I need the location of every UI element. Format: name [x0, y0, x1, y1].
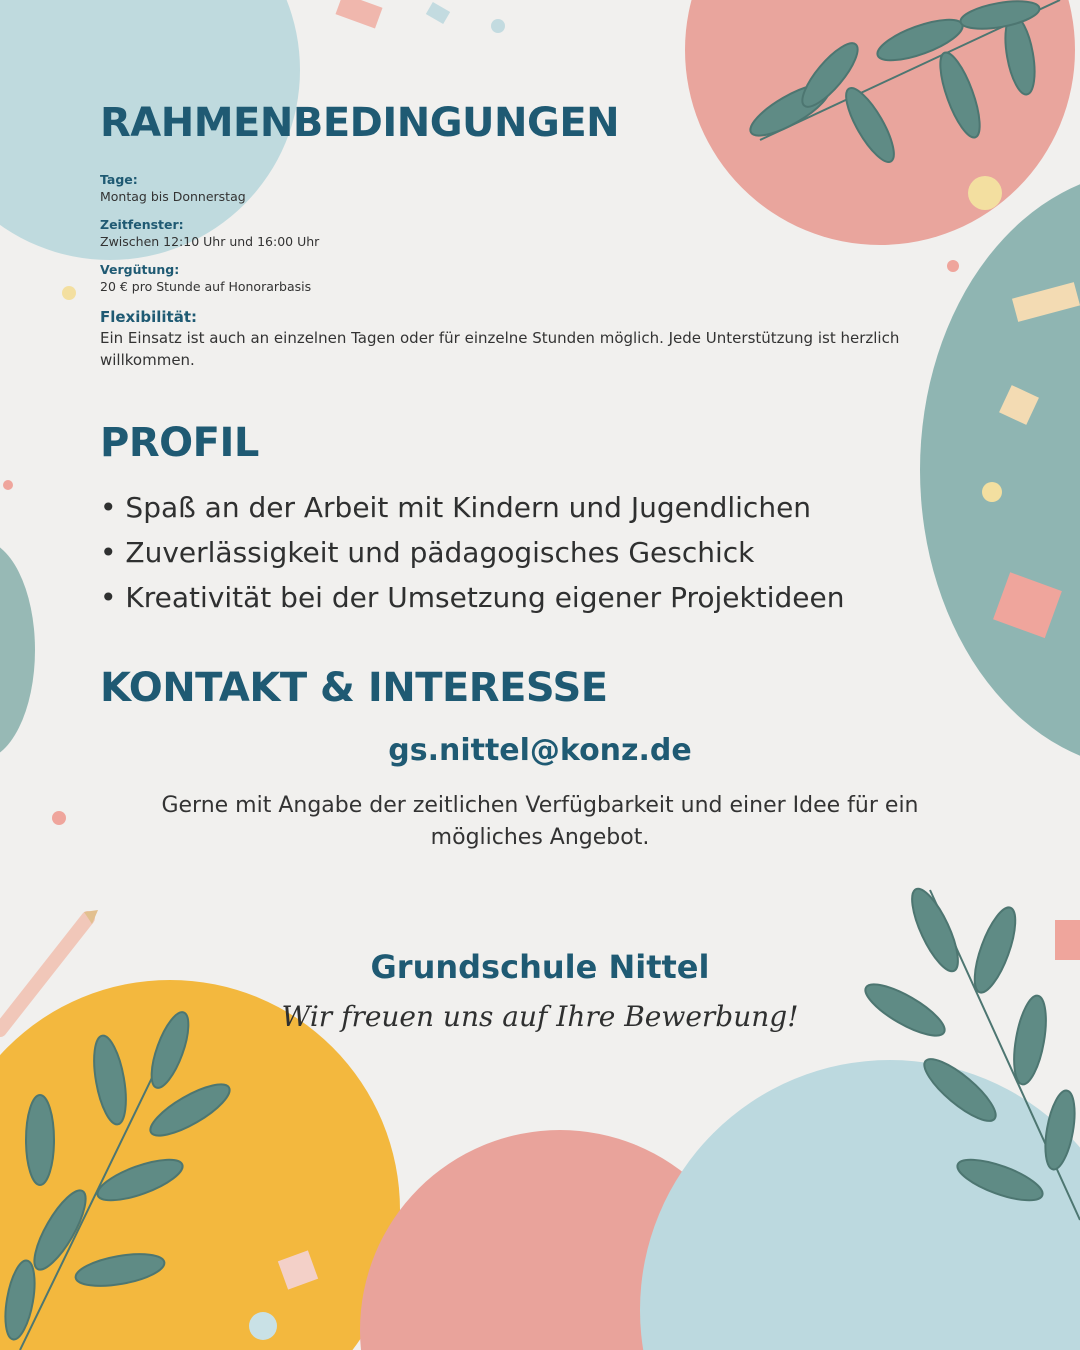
term-label: Vergütung: [100, 262, 180, 277]
list-item: • Kreativität bei der Umsetzung eigener Projektideen [100, 581, 845, 614]
profil-title: PROFIL [100, 420, 259, 466]
term-value: Zwischen 12:10 Uhr und 16:00 Uhr [100, 234, 320, 249]
term-label: Flexibilität: [100, 308, 198, 326]
term-label: Tage: [100, 172, 138, 187]
contact-note: Gerne mit Angabe der zeitlichen Verfügbarkeit und einer Idee für ein mögliches Angebot. [161, 793, 919, 850]
tagline: Wir freuen uns auf Ihre Bewerbung! [281, 1000, 799, 1033]
rahmen-title: RAHMENBEDINGUNGEN [100, 100, 620, 146]
term-flexibilitaet [100, 307, 900, 371]
term-tage [100, 172, 900, 205]
profil-list [100, 485, 844, 620]
term-zeitfenster [100, 217, 900, 250]
term-label: Zeitfenster: [100, 217, 184, 232]
kontakt-title: KONTAKT & INTERESSE [100, 665, 608, 711]
term-value: 20 € pro Stunde auf Honorarbasis [100, 279, 312, 294]
list-item: • Zuverlässigkeit und pädagogisches Geschick [100, 536, 755, 569]
term-value: Ein Einsatz ist auch an einzelnen Tagen oder für einzelne Stunden möglich. Jede Unterstützung ist herzlich willkommen. [100, 329, 900, 369]
term-value: Montag bis Donnerstag [100, 189, 246, 204]
school-name: Grundschule Nittel [370, 948, 710, 986]
list-item: • Spaß an der Arbeit mit Kindern und Jugendlichen [100, 491, 812, 524]
contact-email-link[interactable]: gs.nittel@konz.de [388, 733, 692, 768]
term-verguetung [100, 262, 900, 295]
